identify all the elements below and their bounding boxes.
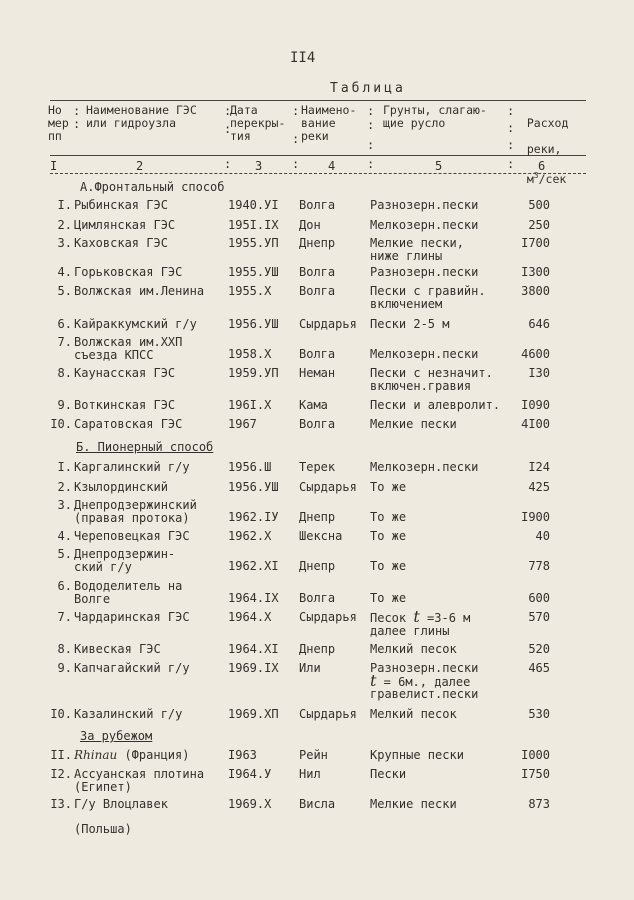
header-river: Наимено- вание реки — [301, 103, 357, 143]
column-number-3: 3 — [255, 159, 263, 173]
column-number-5: 5 — [435, 159, 443, 173]
column-number-6: 6 — [538, 159, 546, 173]
column-number-2: 2 — [136, 159, 144, 173]
header-rule-top — [50, 100, 586, 101]
header-rule-bottom — [50, 173, 586, 174]
section-a-heading: А.Фронтальный способ — [80, 180, 225, 194]
section-b-heading: Б. Пионерный способ — [76, 440, 214, 454]
column-number-4: 4 — [328, 159, 336, 173]
section-abroad-heading: За рубежом — [80, 729, 153, 743]
header-num: Но мер пп — [48, 103, 69, 143]
table-caption: Таблица — [330, 81, 406, 96]
header-rule-mid — [50, 155, 586, 156]
page-number: II4 — [290, 50, 316, 66]
header-date: Дата перекры- тия — [230, 103, 286, 143]
column-number-1: I — [50, 159, 58, 173]
header-flow: Расход реки, $м^3$/сек — [526, 116, 569, 186]
header-soil: Грунты, слагаю- щие русло — [383, 103, 487, 130]
header-name: Наименование ГЭС или гидроузла — [86, 103, 197, 130]
